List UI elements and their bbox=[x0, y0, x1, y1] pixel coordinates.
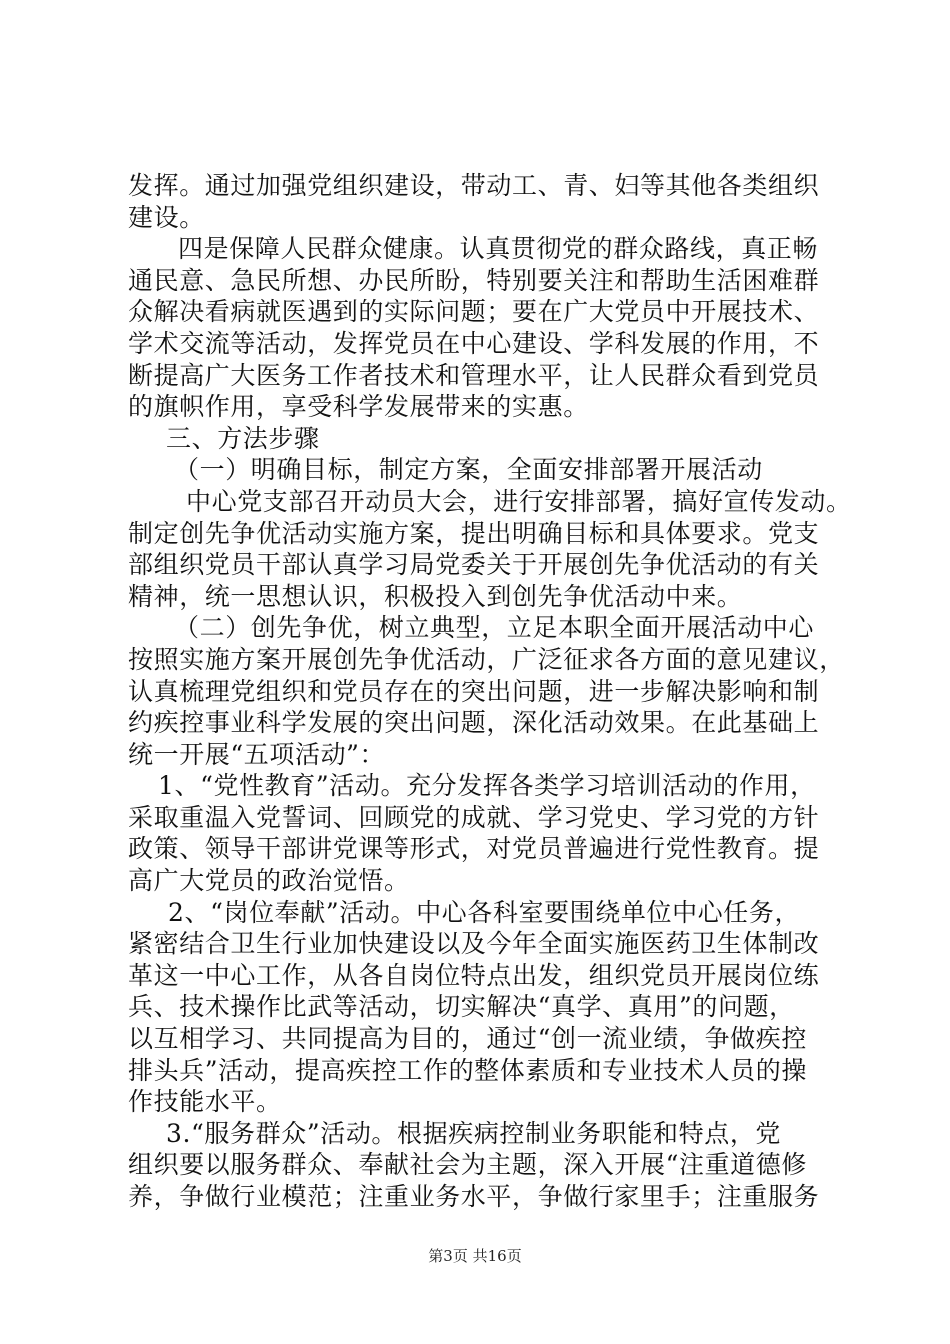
text-line: 断提高广大医务工作者技术和管理水平，让人民群众看到党员 bbox=[128, 360, 820, 390]
text-line: 作技能水平。 bbox=[128, 1087, 282, 1117]
text-line: 约疾控事业科学发展的突出问题，深化活动效果。在此基础上 bbox=[128, 708, 820, 738]
paragraph-start: 3.“服务群众”活动。根据疾病控制业务职能和特点，党 bbox=[166, 1118, 782, 1148]
paragraph-start: 四是保障人民群众健康。认真贯彻党的群众路线，真正畅 bbox=[178, 234, 819, 264]
text-line: 众解决看病就医遇到的实际问题；要在广大党员中开展技术、 bbox=[128, 297, 820, 327]
text-line: 紧密结合卫生行业加快建设以及今年全面实施医药卫生体制改 bbox=[128, 929, 820, 959]
text-line: 学术交流等活动，发挥党员在中心建设、学科发展的作用，不 bbox=[128, 328, 820, 358]
section-heading: 三、方法步骤 bbox=[166, 423, 320, 453]
text-line: 精神，统一思想认识，积极投入到创先争优活动中来。 bbox=[128, 581, 743, 611]
text-line: 采取重温入党誓词、回顾党的成就、学习党史、学习党的方针 bbox=[128, 802, 820, 832]
text-line: 统一开展“五项活动”： bbox=[128, 739, 386, 769]
text-line: 养，争做行业模范；注重业务水平，争做行家里手；注重服务 bbox=[128, 1182, 820, 1211]
text-line: 革这一中心工作，从各自岗位特点出发，组织党员开展岗位练 bbox=[128, 960, 820, 990]
text-line: 部组织党员干部认真学习局党委关于开展创先争优活动的有关 bbox=[128, 550, 820, 580]
text-line: 排头兵”活动，提高疾控工作的整体素质和专业技术人员的操 bbox=[128, 1055, 807, 1085]
text-line: 兵、技术操作比武等活动，切实解决“真学、真用”的问题， bbox=[128, 992, 795, 1022]
text-line: 组织要以服务群众、奉献社会为主题，深入开展“注重道德修 bbox=[128, 1150, 807, 1180]
paragraph-start: 1、“党性教育”活动。充分发挥各类学习培训活动的作用， bbox=[158, 771, 816, 801]
text-line: 按照实施方案开展创先争优活动，广泛征求各方面的意见建议， bbox=[128, 644, 845, 674]
text-line: 通民意、急民所想、办民所盼，特别要关注和帮助生活困难群 bbox=[128, 265, 820, 295]
paragraph-start: 2、“岗位奉献”活动。中心各科室要围绕单位中心任务， bbox=[168, 897, 801, 927]
text-line: 以互相学习、共同提高为目的，通过“创一流业绩，争做疾控 bbox=[128, 1024, 807, 1054]
page-number: 第3页 共16页 bbox=[428, 1247, 522, 1265]
body-text bbox=[128, 170, 852, 1213]
text-line: 高广大党员的政治觉悟。 bbox=[128, 866, 410, 896]
text-line: 认真梳理党组织和党员存在的突出问题，进一步解决影响和制 bbox=[128, 676, 820, 706]
subsection-heading: （一）明确目标，制定方案，全面安排部署开展活动 bbox=[174, 455, 763, 485]
paragraph-start: 中心党支部召开动员大会，进行安排部署，搞好宣传发动。 bbox=[186, 486, 852, 516]
text-line: 制定创先争优活动实施方案，提出明确目标和具体要求。党支 bbox=[128, 518, 820, 548]
text-line: 政策、领导干部讲党课等形式，对党员普遍进行党性教育。提 bbox=[128, 834, 820, 864]
text-line: 发挥。通过加强党组织建设，带动工、青、妇等其他各类组织 bbox=[128, 171, 820, 200]
text-line: 建设。 bbox=[128, 202, 205, 232]
text-line: 的旗帜作用，享受科学发展带来的实惠。 bbox=[128, 392, 589, 422]
subsection-heading: （二）创先争优，树立典型，立足本职全面开展活动中心 bbox=[174, 613, 815, 643]
